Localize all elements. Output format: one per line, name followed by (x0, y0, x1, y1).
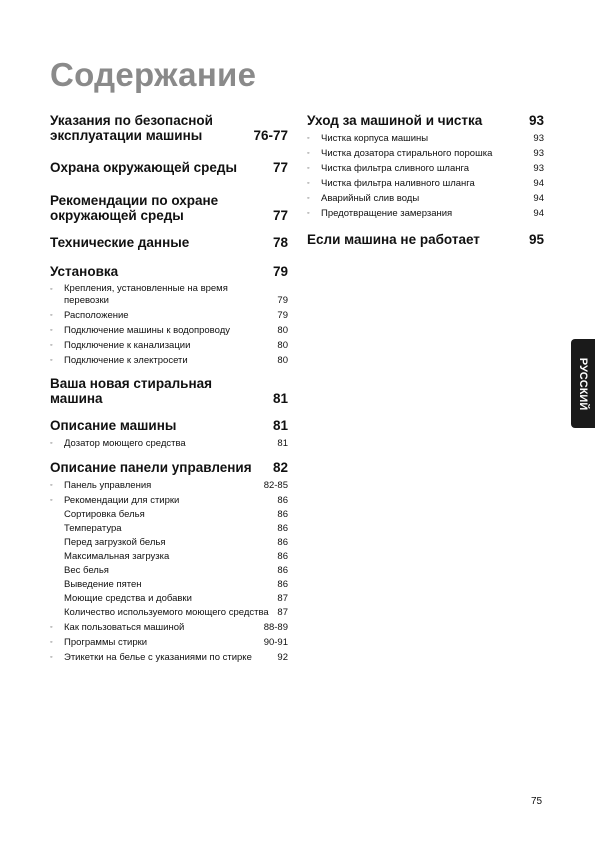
toc-item-page: 80 (277, 339, 288, 351)
bullet-icon: ◦ (50, 326, 53, 334)
toc-item-page: 79 (277, 294, 288, 306)
toc-section-page: 95 (528, 231, 544, 247)
toc-item[interactable] (50, 551, 288, 563)
toc-item-page: 92 (277, 651, 288, 663)
toc-item[interactable] (50, 283, 288, 306)
toc-item[interactable] (50, 523, 288, 535)
toc-item[interactable] (307, 177, 544, 190)
toc-item-page: 80 (277, 324, 288, 336)
toc-item[interactable] (50, 651, 288, 664)
toc-item-page: 93 (533, 148, 544, 159)
bullet-icon: ◦ (307, 135, 310, 142)
bullet-icon: ◦ (307, 210, 310, 217)
page-title: Содержание (50, 56, 257, 93)
toc-item[interactable] (50, 607, 288, 619)
toc-section-heading[interactable] (50, 418, 288, 433)
toc-item-text: Вес белья (64, 564, 109, 576)
toc-item[interactable] (50, 479, 288, 492)
toc-item[interactable] (50, 593, 288, 605)
toc-section-page: 79 (272, 264, 288, 279)
toc-item-text: Панель управления (64, 479, 152, 491)
toc-section (50, 264, 288, 366)
bullet-icon: ◦ (50, 623, 53, 631)
toc-section-heading[interactable] (50, 193, 288, 223)
toc-item-text: Моющие средства и добавки (64, 592, 192, 604)
toc-item[interactable] (307, 162, 544, 175)
bullet-icon: ◦ (50, 653, 53, 661)
toc-item[interactable] (307, 207, 544, 220)
toc-item[interactable] (50, 565, 288, 577)
toc-item-page: 94 (533, 178, 544, 189)
bullet-icon: ◦ (50, 356, 53, 364)
toc-item[interactable] (50, 437, 288, 450)
toc-item-text: Чистка дозатора стирального порошка (321, 148, 493, 159)
toc-section (50, 160, 288, 175)
toc-section-title: Описание машины (50, 418, 177, 433)
toc-section (50, 193, 288, 223)
toc-item-list (50, 479, 288, 664)
toc-section (307, 232, 544, 247)
toc-item-text: Как пользоваться машиной (64, 621, 185, 633)
toc-item-text: Аварийный слив воды (321, 193, 420, 204)
toc-item[interactable] (50, 579, 288, 591)
toc-section-page: 77 (272, 208, 288, 223)
bullet-icon: ◦ (50, 496, 53, 504)
toc-item-text: Подключение к электросети (64, 354, 188, 366)
toc-item[interactable] (50, 494, 288, 507)
toc-item[interactable] (50, 537, 288, 549)
toc-item-page: 93 (533, 133, 544, 144)
bullet-icon: ◦ (50, 311, 53, 319)
bullet-icon: ◦ (50, 341, 53, 349)
toc-section-heading[interactable] (50, 235, 288, 250)
toc-section-page: 82 (272, 459, 288, 475)
toc-item-text: Количество используемого моющего средства (64, 606, 269, 618)
toc-item[interactable] (307, 132, 544, 145)
toc-section-title: Установка (50, 264, 119, 279)
toc-section-page: 81 (272, 391, 288, 406)
toc-item-page: 79 (277, 309, 288, 321)
toc-item-page: 80 (277, 354, 288, 366)
bullet-icon: ◦ (50, 638, 53, 646)
language-tab (571, 339, 595, 428)
toc-section-title: Если машина не работает (307, 231, 480, 247)
bullet-icon: ◦ (50, 481, 53, 489)
toc-item-page: 87 (277, 592, 288, 604)
toc-item-page: 86 (277, 522, 288, 534)
toc-item-text: Выведение пятен (64, 578, 142, 590)
toc-section-heading[interactable] (50, 376, 288, 406)
toc-item[interactable] (50, 324, 288, 337)
toc-section-page: 76-77 (253, 128, 288, 143)
toc-item[interactable] (50, 509, 288, 521)
toc-item-text: Максимальная загрузка (64, 550, 170, 562)
toc-item-text: Чистка корпуса машины (321, 133, 429, 144)
toc-section-title: Охрана окружающей среды (50, 160, 238, 175)
page-number: 75 (531, 796, 543, 807)
toc-item[interactable] (307, 192, 544, 205)
toc-section-title: Рекомендации по охране окружающей среды (50, 193, 219, 223)
toc-item-page: 94 (533, 193, 544, 204)
toc-left-column (50, 113, 288, 666)
toc-section-title: Указания по безопасной эксплуатации машины (50, 113, 213, 143)
bullet-icon: ◦ (307, 195, 310, 202)
bullet-icon: ◦ (307, 150, 310, 157)
toc-item-text: Программы стирки (64, 636, 148, 648)
toc-item-list (50, 437, 288, 450)
toc-item-text: Предотвращение замерзания (321, 208, 453, 219)
toc-item[interactable] (307, 147, 544, 160)
toc-section-page: 77 (272, 160, 288, 175)
toc-item-page: 86 (277, 550, 288, 562)
toc-section (307, 113, 544, 220)
toc-item-page: 86 (277, 578, 288, 590)
toc-section-heading[interactable] (307, 113, 544, 128)
toc-section-title: Описание панели управления (50, 459, 252, 475)
toc-item-text: Сортировка белья (64, 508, 145, 520)
bullet-icon: ◦ (50, 440, 53, 447)
toc-item-page: 88-89 (263, 621, 288, 633)
toc-section (50, 235, 288, 250)
toc-item-list (307, 132, 544, 220)
toc-section (50, 113, 288, 143)
toc-item-page: 86 (277, 564, 288, 576)
toc-item-text: Расположение (64, 309, 129, 321)
toc-item-text: Крепления, установленные на время перевозки (64, 283, 228, 306)
toc-item[interactable] (50, 354, 288, 367)
toc-item-text: Этикетки на белье с указаниями по стирке (64, 651, 252, 663)
bullet-icon: ◦ (307, 180, 310, 187)
toc-item-text: Дозатор моющего средства (64, 438, 186, 449)
toc-item-text: Подключение к канализации (64, 339, 191, 351)
toc-section-heading[interactable] (50, 460, 288, 475)
toc-section (50, 418, 288, 450)
toc-item-page: 87 (277, 606, 288, 618)
toc-item-page: 94 (533, 208, 544, 219)
toc-item-page: 86 (277, 536, 288, 548)
toc-section-title: Технические данные (50, 235, 190, 250)
toc-item-text: Подключение машины к водопроводу (64, 324, 230, 336)
toc-section-title: Ваша новая стиральная машина (50, 376, 213, 406)
toc-section-page: 81 (272, 418, 288, 433)
toc-right-column (307, 113, 544, 247)
toc-item-text: Температура (64, 522, 122, 534)
toc-item-page: 82-85 (263, 479, 288, 491)
toc-item-page: 86 (277, 494, 288, 506)
toc-item-text: Перед загрузкой белья (64, 536, 166, 548)
language-tab-label: РУССКИЙ (577, 357, 589, 410)
toc-item[interactable] (50, 339, 288, 352)
toc-item-page: 90-91 (263, 636, 288, 648)
toc-item-text: Чистка фильтра сливного шланга (321, 163, 470, 174)
toc-item[interactable] (50, 309, 288, 322)
toc-section-heading[interactable] (307, 232, 544, 247)
toc-section-heading[interactable] (50, 264, 288, 279)
toc-section-page: 93 (528, 113, 544, 128)
bullet-icon: ◦ (50, 286, 53, 293)
bullet-icon: ◦ (307, 165, 310, 172)
toc-item-page: 86 (277, 508, 288, 520)
toc-section-title: Уход за машиной и чистка (307, 113, 483, 128)
toc-section-page: 78 (272, 235, 288, 250)
toc-item[interactable] (50, 636, 288, 649)
toc-item-text: Чистка фильтра наливного шланга (321, 178, 475, 189)
toc-section (50, 376, 288, 406)
toc-item-page: 81 (277, 438, 288, 449)
toc-item-list (50, 283, 288, 366)
toc-item[interactable] (50, 621, 288, 634)
toc-item-page: 93 (533, 163, 544, 174)
toc-item-text: Рекомендации для стирки (64, 494, 180, 506)
toc-section-heading[interactable] (50, 160, 288, 175)
toc-section (50, 460, 288, 664)
toc-section-heading[interactable] (50, 113, 288, 143)
